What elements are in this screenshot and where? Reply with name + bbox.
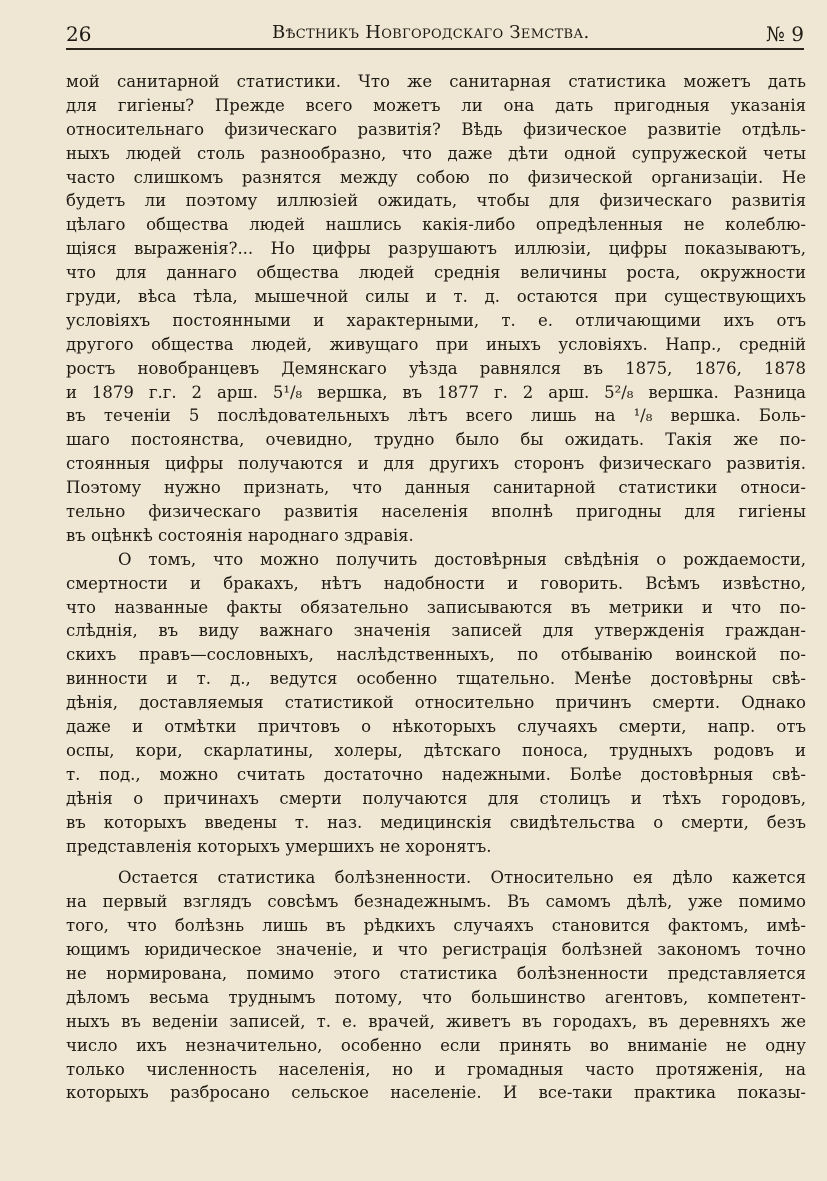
text-line: ныхъ людей столь разнообразно, что даже дѣти одной супружеской четы (66, 143, 806, 163)
text-line: въ теченіи 5 послѣдовательныхъ лѣтъ всего лишь на ¹/₈ вершка. Боль- (66, 406, 806, 426)
text-line: и 1879 г.г. 2 арш. 5¹/₈ вершка, въ 1877 г. 2 арш. 5²/₈ вершка. Разница (66, 382, 806, 402)
text-line: дѣнія о причинахъ смерти получаются для столицъ и тѣхъ городовъ, (66, 788, 806, 808)
text-line: смертности и бракахъ, нѣтъ надобности и говорить. Всѣмъ извѣстно, (66, 573, 806, 593)
page-number: 26 (66, 22, 92, 46)
text-line: тельно физическаго развитія населенія вполнѣ пригодны для гигіены (66, 502, 806, 522)
text-line: слѣднія, въ виду важнаго значенія записей для утвержденія граждан- (66, 621, 806, 641)
header-rule (66, 48, 804, 50)
text-line: оспы, кори, скарлатины, холеры, дѣтскаго поноса, трудныхъ родовъ и (66, 740, 806, 760)
text-line: въ которыхъ введены т. наз. медицинскія свидѣтельства о смерти, безъ (66, 812, 806, 832)
text-line: шаго постоянства, очевидно, трудно было бы ожидать. Такія же по- (66, 430, 806, 450)
text-line: даже и отмѣтки причтовъ о нѣкоторыхъ случаяхъ смерти, напр. отъ (66, 717, 806, 737)
text-line: не нормирована, помимо этого статистика болѣзненности представляется (66, 963, 806, 983)
issue-number: № 9 (765, 22, 804, 46)
text-line: на первый взглядъ совсѣмъ безнадежнымъ. Въ самомъ дѣлѣ, уже помимо (66, 892, 806, 912)
text-line: дѣломъ весьма труднымъ потому, что большинство агентовъ, компетент- (66, 987, 806, 1007)
text-line: ныхъ въ веденіи записей, т. е. врачей, живетъ въ городахъ, въ деревняхъ же (66, 1011, 806, 1031)
text-line: т. под., можно считать достаточно надежными. Болѣе достовѣрныя свѣ- (66, 764, 806, 784)
journal-title: Вѣстникъ Новгородскаго Земства. (272, 22, 590, 43)
text-line: ющимъ юридическое значеніе, и что регистрація болѣзней закономъ точно (66, 940, 806, 960)
text-line: только численность населенія, но и громадныя часто протяженія, на (66, 1059, 806, 1079)
paragraph-gap (66, 858, 806, 866)
text-line: другого общества людей, живущаго при иныхъ условіяхъ. Напр., средній (66, 334, 806, 354)
text-line: что для даннаго общества людей среднія величины роста, окружности (66, 263, 806, 283)
paragraph-3 (66, 866, 806, 1105)
text-line: винности и т. д., ведутся особенно тщательно. Менѣе достовѣрны свѣ- (66, 669, 806, 689)
paragraph-2 (66, 548, 806, 859)
paragraph-1 (66, 70, 806, 548)
text-line: относительнаго физическаго развитія? Вѣдь физическое развитіе отдѣль- (66, 119, 806, 139)
text-line: стоянныя цифры получаются и для другихъ сторонъ физическаго развитія. (66, 454, 806, 474)
text-line: условіяхъ постоянными и характерными, т. е. отличающими ихъ отъ (66, 310, 806, 330)
text-line: дѣнія, доставляемыя статистикой относительно причинъ смерти. Однако (66, 693, 806, 713)
text-line: цѣлаго общества людей нашлись какія-либо опредѣленныя не колеблю- (66, 215, 806, 235)
text-line: будетъ ли поэтому иллюзіей ожидать, чтобы для физическаго развитія (66, 191, 806, 211)
text-line: Остается статистика болѣзненности. Относительно ея дѣло кажется (118, 868, 806, 888)
text-line: число ихъ незначительно, особенно если принять во вниманіе не одну (66, 1035, 806, 1055)
text-line: для гигіены? Прежде всего можетъ ли она дать пригодныя указанія (66, 95, 806, 115)
text-line: мой санитарной статистики. Что же санитарная статистика можетъ дать (66, 72, 806, 91)
text-line: О томъ, что можно получить достовѣрныя свѣдѣнія о рождаемости, (118, 549, 806, 569)
text-line: представленія которыхъ умершихъ не хоронятъ. (66, 836, 492, 856)
text-line: Поэтому нужно признать, что данныя санитарной статистики относи- (66, 478, 806, 498)
text-line: груди, вѣса тѣла, мышечной силы и т. д. остаются при существующихъ (66, 287, 806, 307)
text-line: которыхъ разбросано сельское населеніе. И все-таки практика показы- (66, 1083, 806, 1103)
text-line: что названные факты обязательно записываются въ метрики и что по- (66, 597, 806, 617)
text-line: скихъ правъ—сословныхъ, наслѣдственныхъ, по отбыванію воинской по- (66, 645, 806, 665)
text-line: ростъ новобранцевъ Демянскаго уѣзда равнялся въ 1875, 1876, 1878 (66, 358, 806, 378)
running-header (66, 20, 804, 50)
text-line: щіяся выраженія?... Но цифры разрушаютъ иллюзіи, цифры показываютъ, (66, 239, 806, 259)
text-line: часто слишкомъ разнятся между собою по физической организаціи. Не (66, 167, 806, 187)
text-line: въ оцѣнкѣ состоянія народнаго здравія. (66, 525, 414, 545)
body-text (66, 70, 806, 1105)
text-line: того, что болѣзнь лишь въ рѣдкихъ случаяхъ становится фактомъ, имѣ- (66, 916, 806, 936)
